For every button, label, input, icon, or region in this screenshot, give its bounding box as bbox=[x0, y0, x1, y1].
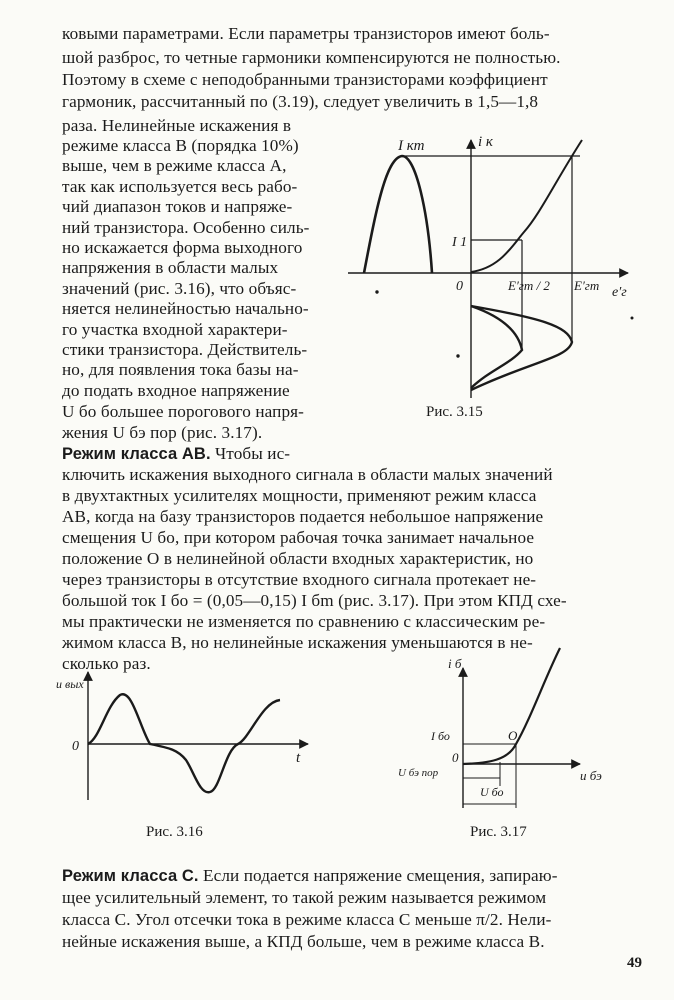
text-line: U бо большее порогового напря- bbox=[62, 402, 304, 421]
caption-fig-3-16: Рис. 3.16 bbox=[146, 824, 203, 840]
output-voltage-waveform bbox=[88, 694, 280, 792]
label-ik: i к bbox=[478, 134, 493, 150]
input-characteristic-curve bbox=[463, 648, 560, 764]
text-line: но искажается форма выходного bbox=[62, 238, 303, 257]
label-ib: i б bbox=[448, 656, 462, 671]
text-line: режиме класса В (порядка 10%) bbox=[62, 136, 299, 155]
label-eg: e′г bbox=[612, 285, 627, 300]
text-line: жения U бэ пор (рис. 3.17). bbox=[62, 423, 263, 442]
label-zero: 0 bbox=[456, 279, 463, 294]
label-egm2: E′гm / 2 bbox=[508, 278, 550, 293]
text-line: АВ, когда на базу транзисторов подается небольшое напряжение bbox=[62, 507, 544, 526]
text-line: жимом класса В, но нелинейные искажения уменьшаются в не- bbox=[62, 633, 533, 652]
text-line: класса С. Угол отсечки тока в режиме класса С меньше π/2. Нели- bbox=[62, 910, 552, 929]
label-ib0: I бо bbox=[431, 729, 450, 743]
label-zero: 0 bbox=[72, 739, 79, 754]
page-number: 49 bbox=[627, 955, 642, 971]
caption-fig-3-15: Рис. 3.15 bbox=[426, 404, 483, 420]
label-ubepor: U бэ пор bbox=[398, 767, 439, 779]
figure-3-15 bbox=[348, 140, 633, 398]
label-ikm: I кт bbox=[398, 138, 425, 154]
text-line: щее усилительный элемент, то такой режим называется режимом bbox=[62, 888, 547, 907]
text-line: шой разброс, то четные гармоники компенсируются не полностью. bbox=[62, 48, 561, 67]
input-half-wave-inner bbox=[471, 306, 522, 388]
label-t: t bbox=[296, 750, 301, 766]
text-line: до подать входное напряжение bbox=[62, 381, 290, 400]
figure-3-16 bbox=[88, 672, 308, 800]
text-line: через транзисторы в отсутствие входного сигнала протекает не- bbox=[62, 570, 537, 589]
text-line: ковыми параметрами. Если параметры транзисторов имеют боль- bbox=[62, 24, 550, 43]
text-span: Если подается напряжение смещения, запираю- bbox=[198, 866, 558, 885]
label-ub0: U бо bbox=[480, 785, 504, 799]
label-zero: 0 bbox=[452, 750, 459, 765]
text-line: го участка входной характери- bbox=[62, 320, 288, 339]
section-heading: Режим класса С. bbox=[62, 867, 199, 885]
label-operating-point: O bbox=[508, 728, 518, 743]
transfer-characteristic-curve bbox=[471, 140, 582, 272]
text-line: сколько раз. bbox=[62, 654, 151, 673]
text-line: ний транзистора. Особенно силь- bbox=[62, 218, 310, 237]
text-line: так как используется весь рабо- bbox=[62, 177, 298, 196]
text-line: выше, чем в режиме класса А, bbox=[62, 156, 287, 175]
current-pulse-curve bbox=[364, 156, 432, 273]
text-span: Чтобы ис- bbox=[210, 444, 291, 463]
text-line: ключить искажения выходного сигнала в области малых значений bbox=[62, 465, 553, 484]
text-line: но, для появления тока базы на- bbox=[62, 360, 299, 379]
caption-fig-3-17: Рис. 3.17 bbox=[470, 824, 527, 840]
section-heading: Режим класса АВ. bbox=[62, 445, 211, 463]
label-u-out: u вых bbox=[56, 677, 84, 691]
text-line: няется нелинейностью начально- bbox=[62, 299, 309, 318]
text-line: Поэтому в схеме с неподобранными транзисторами коэффициент bbox=[62, 70, 548, 89]
text-line: большой ток I бо = (0,05—0,15) I бm (рис. 3.17). При этом КПД схе- bbox=[62, 591, 567, 610]
text-line: положение O в нелинейной области входных характеристик, но bbox=[62, 549, 534, 568]
text-line: напряжения в области малых bbox=[62, 258, 279, 277]
text-line: гармоник, рассчитанный по (3.19), следует увеличить в 1,5—1,8 bbox=[62, 92, 539, 111]
text-line: смещения U бо, при котором рабочая точка занимает начальное bbox=[62, 528, 535, 547]
text-line: в двухтактных усилителях мощности, применяют режим класса bbox=[62, 486, 537, 505]
label-ube: u бэ bbox=[580, 768, 602, 783]
text-line: раза. Нелинейные искажения в bbox=[62, 116, 292, 135]
figure-3-17 bbox=[463, 648, 580, 808]
label-egm: E′гm bbox=[574, 278, 600, 293]
label-i1: I 1 bbox=[452, 235, 468, 250]
text-line: нейные искажения выше, а КПД больше, чем в режиме класса В. bbox=[62, 932, 545, 951]
text-line: чий диапазон токов и напряже- bbox=[62, 197, 293, 216]
figure-3-15-labels bbox=[397, 134, 627, 300]
text-line: мы практически не изменяется по сравнению с классическим ре- bbox=[62, 612, 546, 631]
text-line: стики транзистора. Действитель- bbox=[62, 340, 308, 359]
text-line: значений (рис. 3.16), что объяс- bbox=[62, 279, 297, 298]
